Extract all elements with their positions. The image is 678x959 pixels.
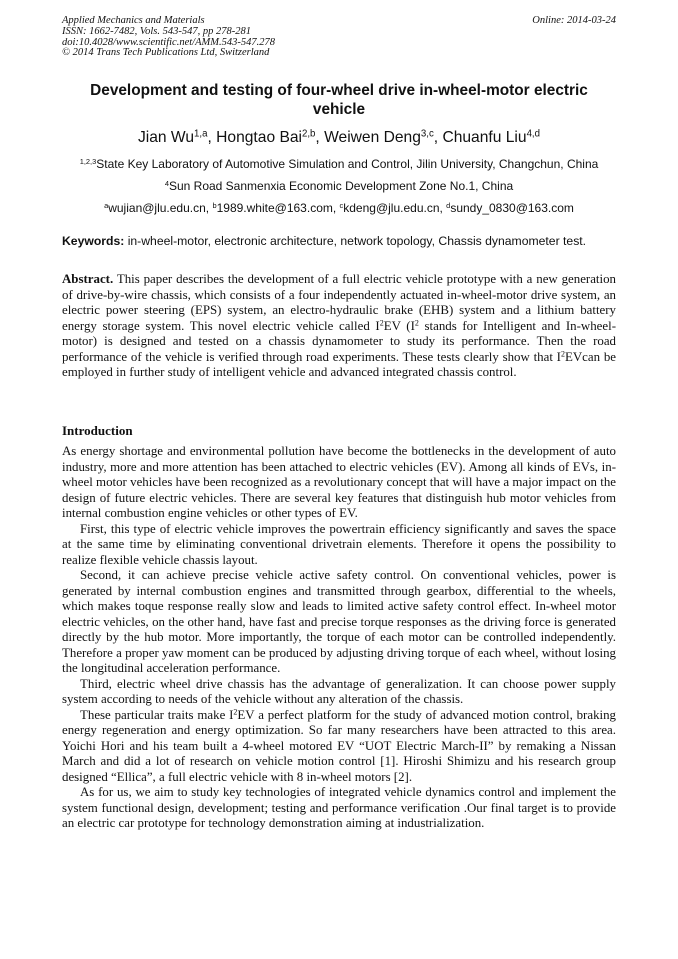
author: Jian Wu$^{1,a}$,	[137, 128, 217, 146]
paragraph: Second, it can achieve precise vehicle active safety control. On conventional vehicles, power is generated by internal combustion engines and transmitted through gearbox, differential to the wheels, which makes toque response really slow and leads to limited active safety control effect. In-wheel motor electric vehicles, on the other hand, have fast and precise torque responses as the driving force is generated directly by the hub motor. More importantly, the torque of each motor can be controlled independently. Therefore a proper yaw moment can be produced by adjusting driving torque of each wheel, without losing the longitudinal acceleration performance.	[62, 568, 616, 675]
paragraph: These particular traits make $I^2EV$ a perfect platform for the study of advanced motion control, braking energy regeneration and energy optimization. So far many researchers have been attracted to this area. Yoichi Hori and his team built a 4-wheel motored EV “UOT Electric March-II” by remaking a Nissan March and did a lot of research on vehicle motion control [1]. Hiroshi Shimizu and his research group designed “Ellica”, a full electric vehicle with 8 in-wheel motors [2].	[62, 707, 616, 784]
journal-name: Applied Mechanics and Materials	[62, 15, 205, 26]
author: Chuanfu Liu$^{4,d}$	[442, 128, 540, 146]
abstract: Abstract. This paper describes the development of a full electric vehicle prototype with a new generation of drive-by-wire chassis, which consists of a four independently actuated in-wheel-motor drive system, an electric power steering (EPS) system, an electro-hydraulic brake (EHB) system and a lithium battery energy storage system. This novel electric vehicle called $I^2EV$ ($I^2$ stands for Intelligent and In-wheel-motor) is designed and tested on a chassis dynamometer to study its performance. Then the road performance of the vehicle is verified through road experiments. These tests clearly show that $I^2EVcan$ be employed in further study of intelligent vehicle and advanced integrated chassis control.	[62, 272, 616, 379]
issn-line: ISSN: 1662-7482, Vols. 543-547, pp 278-281	[62, 25, 251, 37]
paragraph: As for us, we aim to study key technologies of integrated vehicle dynamics control and implement the system functional design, development; testing and performance verification .Our final target is to provide an electric car prototype for technology demonstration aiming at industrialization.	[62, 785, 616, 830]
affiliation: $^{1,2,3}$State Key Laboratory of Automotive Simulation and Control, Jilin University, Changchun, China	[79, 156, 599, 171]
paragraph: Third, electric wheel drive chassis has the advantage of generalization. It can choose power supply system according to needs of the vehicle without any alteration of the chassis.	[62, 676, 616, 706]
paragraph: First, this type of electric vehicle improves the powertrain efficiency significantly and saves the space at the same time by eliminating conventional drivetrain elements. Therefore it opens the possibility to realize flexible vehicle chassis layout.	[62, 521, 616, 567]
section-heading: Introduction	[62, 423, 133, 438]
online-date: Online: 2014-03-24	[532, 15, 616, 26]
affiliation: $^4$Sun Road Sanmenxia Economic Development Zone No.1, China	[164, 178, 514, 193]
keywords	[62, 234, 622, 249]
paper-title: Development and testing of four-wheel drive in-wheel-motor electric vehicle	[90, 82, 588, 118]
keywords-text: in-wheel-motor, electronic architecture, network topology, Chassis dynamometer test.	[124, 234, 587, 248]
author-list	[62, 128, 616, 148]
keywords-label: Keywords:	[62, 234, 125, 248]
doi-line: doi:10.4028/www.scientific.net/AMM.543-547.278	[62, 36, 275, 48]
introduction-body	[62, 444, 616, 832]
author: Hongtao Bai$^{2,b}$,	[216, 128, 325, 146]
abstract-label: Abstract.	[62, 272, 114, 286]
copyright-line: © 2014 Trans Tech Publications Ltd, Switzerland	[62, 47, 270, 59]
email-list: $^a$wujian@jlu.edu.cn, $^b$1989.white@163.com, $^c$kdeng@jlu.edu.cn, $^d$sundy_0830@163.com	[104, 200, 574, 215]
paragraph: As energy shortage and environmental pollution have become the bottlenecks in the development of auto industry, more and more attention has been attached to electric vehicles (EV). Among all kinds of EVs, in-wheel motor vehicles have been recognized as a revolutionary concept that will have a major impact on the design of future electric vehicles. There are several key features that distinguish hub motor vehicles from internal combustion engine vehicles or other types of EV.	[62, 444, 616, 520]
author: Weiwen Deng$^{3,c}$,	[324, 128, 443, 146]
journal-header	[62, 16, 275, 59]
